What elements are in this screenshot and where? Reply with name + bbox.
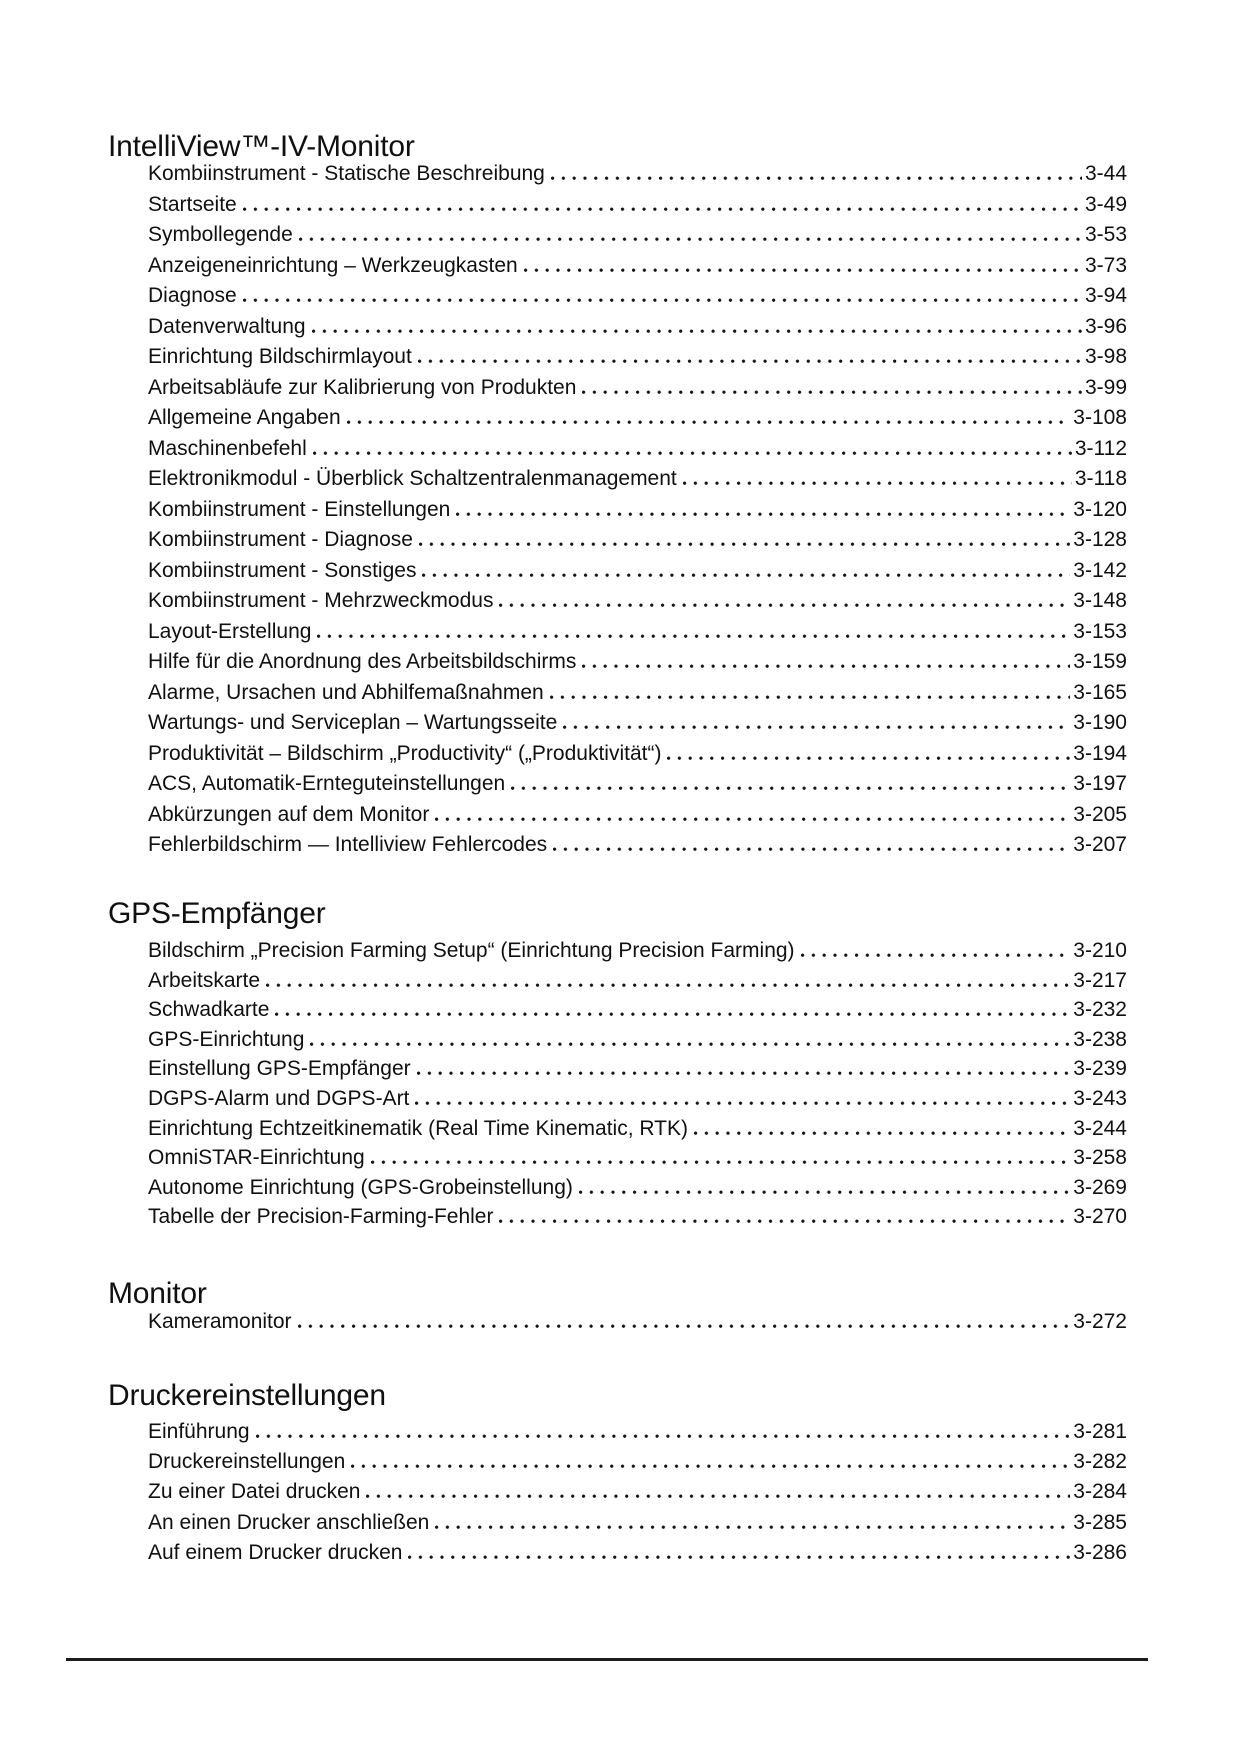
toc-entry-page: 3-118 [1074,467,1127,490]
toc-entry [148,1417,1127,1447]
dot-leader [310,1042,1070,1046]
toc-entry [148,1477,1127,1507]
toc-entry-label: ACS, Automatik-Ernteguteinstellungen [148,772,506,795]
dot-leader [243,298,1082,302]
toc-entry-label: GPS-Einrichtung [148,1027,305,1051]
dot-leader [582,664,1070,668]
dot-leader [298,1324,1071,1328]
dot-leader [694,1131,1070,1135]
dot-leader [801,953,1071,957]
toc-entry [148,251,1127,282]
dot-leader [435,1525,1070,1529]
toc-entry-label: OmniSTAR-Einrichtung [148,1146,365,1170]
dot-leader [266,983,1070,987]
toc-entry-page: 3-73 [1084,253,1127,277]
toc-entry [148,936,1127,966]
dot-leader [553,847,1070,851]
toc-entry [148,1173,1127,1203]
toc-entry-label: Kombiinstrument - Einstellungen [148,497,451,521]
toc-entry [148,995,1127,1025]
toc-entry [148,373,1127,404]
dot-leader [422,573,1070,577]
section-entries [148,936,1127,1232]
toc-entry-page: 3-96 [1084,314,1127,338]
toc-entry-label: Wartungs- und Serviceplan – Wartungsseite [148,711,558,734]
toc-entry [148,800,1127,831]
toc-entry-label: Einrichtung Echtzeitkinematik (Real Time Kinematic, RTK) [148,1116,688,1140]
toc-entry-page: 3-165 [1073,680,1127,704]
toc-entry-page: 3-53 [1084,223,1127,246]
toc-entry [148,495,1127,526]
toc-entry-label: Alarme, Ursachen und Abhilfemaßnahmen [148,680,544,704]
toc-entry [148,434,1127,465]
toc-entry [148,403,1127,434]
dot-leader [683,481,1072,485]
dot-leader [550,695,1071,699]
toc-entry-page: 3-217 [1073,968,1127,992]
toc-entry-page: 3-112 [1074,436,1127,460]
dot-leader [456,512,1070,516]
toc-entry-page: 3-49 [1084,192,1127,216]
toc-entry-label: Kombiinstrument - Diagnose [148,528,413,551]
toc-entry-label: Zu einer Datei drucken [148,1480,361,1504]
section-entries [148,1417,1127,1568]
toc-entry-label: Einführung [148,1420,250,1443]
section-title: IntelliView™-IV-Monitor [108,130,415,163]
toc-entry [148,1508,1127,1538]
toc-entry-page: 3-258 [1073,1146,1127,1170]
toc-entry [148,678,1127,709]
dot-leader [435,817,1070,821]
toc-entry-page: 3-232 [1073,998,1127,1022]
toc-entry [148,830,1127,861]
dot-leader [313,451,1072,455]
toc-entry [148,617,1127,648]
toc-entry [148,966,1127,996]
toc-entry-label: Startseite [148,192,237,216]
toc-entry-label: An einen Drucker anschließen [148,1510,430,1534]
toc-entry-page: 3-243 [1073,1086,1127,1110]
dot-leader [417,1071,1071,1075]
toc-entry-label: DGPS-Alarm und DGPS-Art [148,1086,410,1110]
toc-entry-label: Autonome Einrichtung (GPS-Grobeinstellung) [148,1175,573,1199]
toc-entry-page: 3-238 [1073,1027,1127,1051]
toc-entry [148,1538,1127,1568]
toc-entry-page: 3-98 [1084,345,1127,368]
dot-leader [371,1160,1071,1164]
toc-entry [148,159,1127,190]
toc-entry-page: 3-239 [1073,1057,1127,1081]
toc-entry [148,312,1127,343]
toc-entry [148,556,1127,587]
toc-entry-page: 3-148 [1073,589,1127,612]
toc-entry-label: Elektronikmodul - Überblick Schaltzentralenmanagement [148,467,677,490]
toc-entry-page: 3-285 [1073,1510,1127,1534]
toc-entry-label: Layout-Erstellung [148,619,312,643]
toc-entry-label: Hilfe für die Anordnung des Arbeitsbildschirms [148,650,577,673]
toc-entry-page: 3-269 [1073,1175,1127,1199]
toc-entry-label: Bildschirm „Precision Farming Setup“ (Einrichtung Precision Farming) [148,939,795,962]
toc-entry [148,281,1127,312]
toc-entry-label: Abkürzungen auf dem Monitor [148,802,430,826]
toc-entry-label: Schwadkarte [148,998,270,1022]
toc-entry-page: 3-197 [1073,772,1127,795]
dot-leader [499,1219,1070,1223]
toc-entry [148,1054,1127,1084]
toc-entry-page: 3-282 [1073,1450,1127,1474]
dot-leader [582,390,1082,394]
toc-entry [148,1114,1127,1144]
toc-entry [148,647,1127,678]
dot-leader [408,1555,1070,1559]
toc-entry-page: 3-272 [1073,1310,1127,1333]
toc-entry [148,1143,1127,1173]
section-title: GPS-Empfänger [108,897,326,930]
toc-entry-page: 3-120 [1073,497,1127,521]
toc-entry-label: Kombiinstrument - Statische Beschreibung [148,162,545,185]
dot-leader [499,603,1070,607]
dot-leader [275,1012,1070,1016]
toc-entry-page: 3-205 [1073,802,1127,826]
toc-entry-page: 3-153 [1073,619,1127,643]
toc-entry-page: 3-128 [1073,528,1127,551]
toc-entry-page: 3-281 [1073,1420,1127,1443]
dot-leader [317,634,1070,638]
toc-entry [148,525,1127,556]
toc-entry-label: Kombiinstrument - Mehrzweckmodus [148,589,494,612]
dot-leader [524,268,1082,272]
dot-leader [511,786,1070,790]
toc-entry-label: Einstellung GPS-Empfänger [148,1057,411,1081]
toc-entry-page: 3-44 [1084,162,1127,185]
dot-leader [563,725,1070,729]
toc-entry-label: Allgemeine Angaben [148,406,341,429]
toc-entry-page: 3-284 [1073,1480,1127,1504]
toc-entry [148,1025,1127,1055]
toc-entry-label: Arbeitskarte [148,968,261,992]
toc-entry-page: 3-207 [1073,833,1127,856]
toc-entry [148,464,1127,495]
dot-leader [419,542,1070,546]
toc-entry [148,342,1127,373]
toc-entry-label: Auf einem Drucker drucken [148,1540,403,1564]
dot-leader [312,329,1082,333]
toc-entry-page: 3-142 [1073,558,1127,582]
toc-entry [148,1084,1127,1114]
toc-entry-label: Anzeigeneinrichtung – Werkzeugkasten [148,253,518,277]
toc-entry-page: 3-159 [1073,650,1127,673]
toc-entry [148,220,1127,251]
footer-rule [66,1658,1148,1661]
toc-entry-label: Druckereinstellungen [148,1450,346,1474]
section-title: Monitor [108,1277,207,1310]
toc-entry-label: Datenverwaltung [148,314,306,338]
dot-leader [351,1464,1070,1468]
section-entries [148,159,1127,861]
toc-entry-label: Fehlerbildschirm — Intelliview Fehlercodes [148,833,548,856]
dot-leader [415,1101,1070,1105]
toc-entry-label: Kombiinstrument - Sonstiges [148,558,417,582]
toc-entry-page: 3-190 [1073,711,1127,734]
toc-entry-page: 3-244 [1073,1116,1127,1140]
toc-entry [148,769,1127,800]
toc-entry-page: 3-286 [1073,1540,1127,1564]
toc-entry-label: Einrichtung Bildschirmlayout [148,345,412,368]
toc-entry [148,1307,1127,1337]
toc-entry-label: Diagnose [148,284,237,307]
toc-entry-page: 3-194 [1073,741,1127,765]
dot-leader [243,207,1082,211]
toc-entry-label: Tabelle der Precision-Farming-Fehler [148,1205,494,1229]
dot-leader [418,359,1082,363]
toc-entry-page: 3-99 [1084,375,1127,399]
dot-leader [347,420,1071,424]
toc-entry-label: Arbeitsabläufe zur Kalibrierung von Produkten [148,375,577,399]
dot-leader [667,756,1070,760]
section-title: Druckereinstellungen [108,1379,386,1412]
dot-leader [366,1494,1070,1498]
dot-leader [256,1434,1071,1438]
toc-entry [148,1447,1127,1477]
toc-entry-label: Kameramonitor [148,1310,292,1333]
toc-entry-page: 3-108 [1073,406,1127,429]
dot-leader [551,176,1082,180]
toc-entry-page: 3-210 [1073,939,1127,962]
dot-leader [299,237,1082,241]
toc-entry [148,190,1127,221]
toc-entry [148,708,1127,739]
toc-entry-page: 3-270 [1073,1205,1127,1229]
dot-leader [579,1190,1070,1194]
toc-entry-page: 3-94 [1084,284,1127,307]
toc-entry [148,739,1127,770]
toc-entry-label: Maschinenbefehl [148,436,307,460]
toc-entry-label: Produktivität – Bildschirm „Productivity“ („Produktivität“) [148,741,662,765]
toc-entry-label: Symbollegende [148,223,293,246]
toc-entry [148,586,1127,617]
toc-entry [148,1202,1127,1232]
section-entries [148,1307,1127,1337]
